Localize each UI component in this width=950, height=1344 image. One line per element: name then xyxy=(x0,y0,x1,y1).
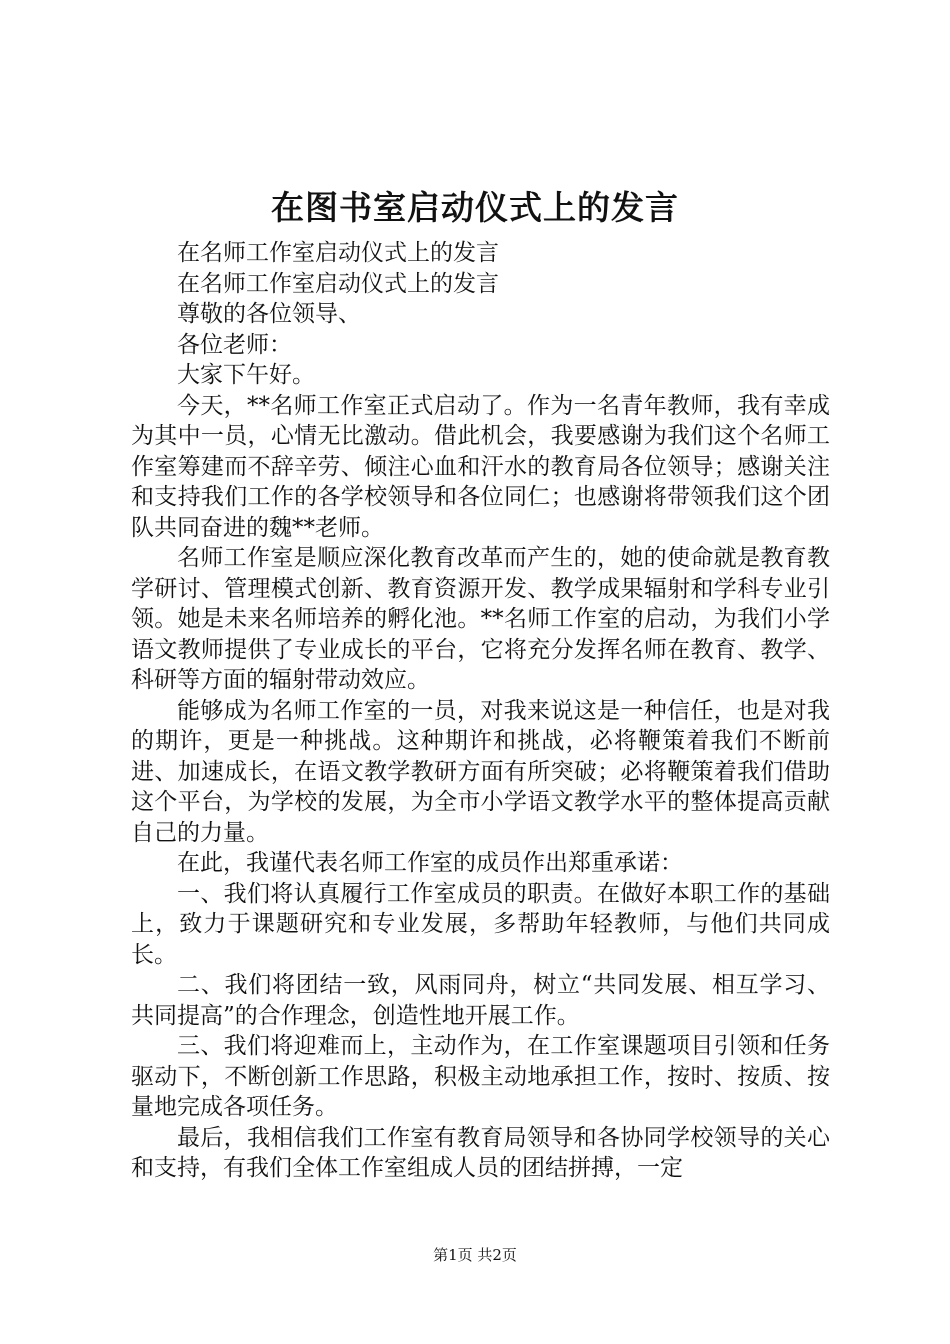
paragraph: 尊敬的各位领导、 xyxy=(177,301,361,327)
paragraph: 大家下午好。 xyxy=(177,362,315,388)
paragraph: 最后，我相信我们工作室有教育局领导和各协同学校领导的关心和支持，有我们全体工作室组成人员的团结拼搏，一定 xyxy=(131,1124,830,1181)
paragraph: 三、我们将迎难而上，主动作为，在工作室课题项目引领和任务驱动下，不断创新工作思路，积极主动地承担工作，按时、按质、按量地完成各项任务。 xyxy=(131,1033,830,1120)
document-body xyxy=(131,238,830,1184)
paragraph: 一、我们将认真履行工作室成员的职责。在做好本职工作的基础上，致力于课题研究和专业发展，多帮助年轻教师，与他们共同成长。 xyxy=(131,880,830,968)
paragraph: 能够成为名师工作室的一员，对我来说这是一种信任，也是对我的期许，更是一种挑战。这种期许和挑战，必将鞭策着我们不断前进、加速成长，在语文教学教研方面有所突破；必将鞭策着我们借助这个平台，为学校的发展，为全市小学语文教学水平的整体提高贡献自己的力量。 xyxy=(131,697,830,846)
paragraph: 在名师工作室启动仪式上的发言 xyxy=(177,240,499,266)
paragraph: 各位老师： xyxy=(177,331,292,358)
paragraph: 在名师工作室启动仪式上的发言 xyxy=(177,270,499,297)
page-number-footer: 第1页 共2页 xyxy=(433,1246,517,1264)
document-title: 在图书室启动仪式上的发言 xyxy=(271,188,679,227)
paragraph: 在此，我谨代表名师工作室的成员作出郑重承诺： xyxy=(177,850,683,876)
paragraph: 二、我们将团结一致，风雨同舟，树立“共同发展、相互学习、共同提高”的合作理念，创造性地开展工作。 xyxy=(131,972,830,1029)
paragraph: 名师工作室是顺应深化教育改革而产生的，她的使命就是教育教学研讨、管理模式创新、教育资源开发、教学成果辐射和学科专业引领。她是未来名师培养的孵化池。**名师工作室的启动，为我们小学语文教师提供了专业成长的平台，它将充分发挥名师在教育、教学、科研等方面的辐射带动效应。 xyxy=(131,545,830,693)
paragraph: 今天，**名师工作室正式启动了。作为一名青年教师，我有幸成为其中一员，心情无比激动。借此机会，我要感谢为我们这个名师工作室筹建而不辞辛劳、倾注心血和汗水的教育局各位领导；感谢关注和支持我们工作的各学校领导和各位同仁；也感谢将带领我们这个团队共同奋进的魏**老师。 xyxy=(131,392,830,541)
